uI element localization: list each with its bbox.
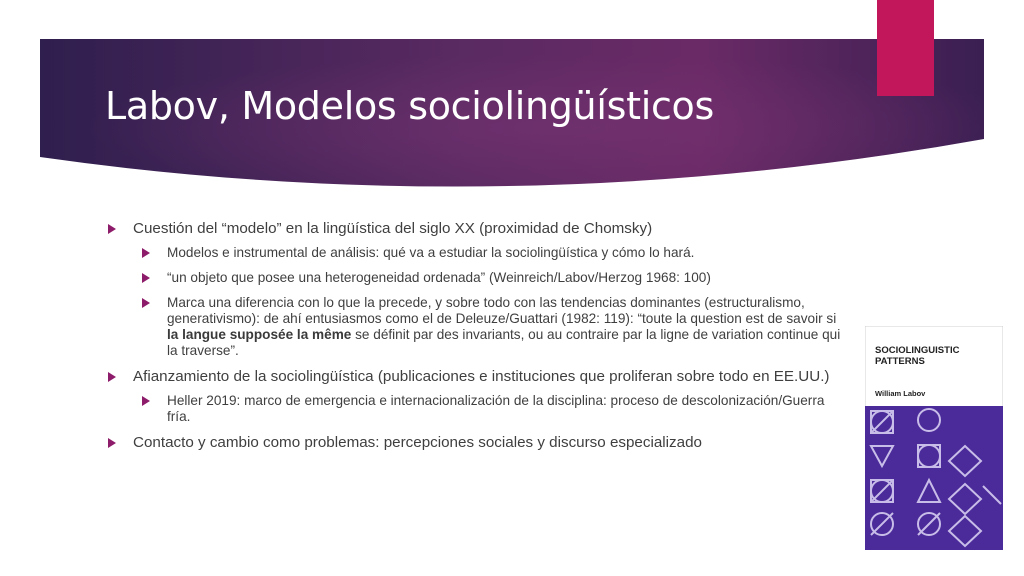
book-title-line2: PATTERNS	[875, 356, 925, 367]
bullet-arrow-icon	[108, 438, 116, 448]
bullet-1-3-text-before: Marca una diferencia con lo que la precede, y sobre todo con las tendencias dominantes (estructuralismo, generativismo): de ahí entusiasmos como el de Deleuze/Guattari (1982: 119): “toute la question est de savoir si	[167, 295, 837, 326]
bullet-1-3-text-bold: la langue supposée la même	[167, 327, 352, 342]
bullet-2	[106, 368, 842, 386]
bullet-1-text: Cuestión del “modelo” en la lingüística del siglo XX (proximidad de Chomsky)	[133, 220, 653, 237]
bullet-2-1	[106, 393, 842, 425]
book-cover-image	[865, 326, 1003, 550]
bullet-arrow-icon	[142, 396, 150, 406]
bullet-1-2-text: “un objeto que posee una heterogeneidad ordenada” (Weinreich/Labov/Herzog 1968: 100)	[167, 270, 711, 285]
accent-tab	[877, 0, 934, 96]
bullet-3-text: Contacto y cambio como problemas: percepciones sociales y discurso especializado	[133, 434, 702, 451]
bullet-1-3-text-after: se définit par des invariants, ou au contraire par la ligne de variation continue qui la traverse”.	[167, 327, 841, 358]
slide-content	[106, 220, 842, 459]
bullet-1-1-text: Modelos e instrumental de análisis: qué va a estudiar la sociolingüística y cómo lo hará.	[167, 245, 695, 260]
bullet-1-3	[106, 295, 842, 359]
bullet-3	[106, 434, 842, 452]
slide-title: Labov, Modelos sociolingüísticos	[105, 84, 714, 128]
bullet-1-2	[106, 270, 842, 286]
book-author: William Labov	[875, 389, 926, 398]
bullet-arrow-icon	[142, 273, 150, 283]
book-cover-panel	[865, 406, 1003, 550]
bullet-2-1-text: Heller 2019: marco de emergencia e internacionalización de la disciplina: proceso de descolonización/Guerra fría.	[167, 393, 825, 424]
bullet-arrow-icon	[142, 298, 150, 308]
bullet-arrow-icon	[108, 224, 116, 234]
bullet-1	[106, 220, 842, 238]
bullet-arrow-icon	[142, 248, 150, 258]
bullet-2-text: Afianzamiento de la sociolingüística (publicaciones e instituciones que proliferan sobre todo en EE.UU.)	[133, 368, 830, 385]
book-title-line1: SOCIOLINGUISTIC	[875, 345, 960, 356]
bullet-1-1	[106, 245, 842, 261]
bullet-arrow-icon	[108, 372, 116, 382]
